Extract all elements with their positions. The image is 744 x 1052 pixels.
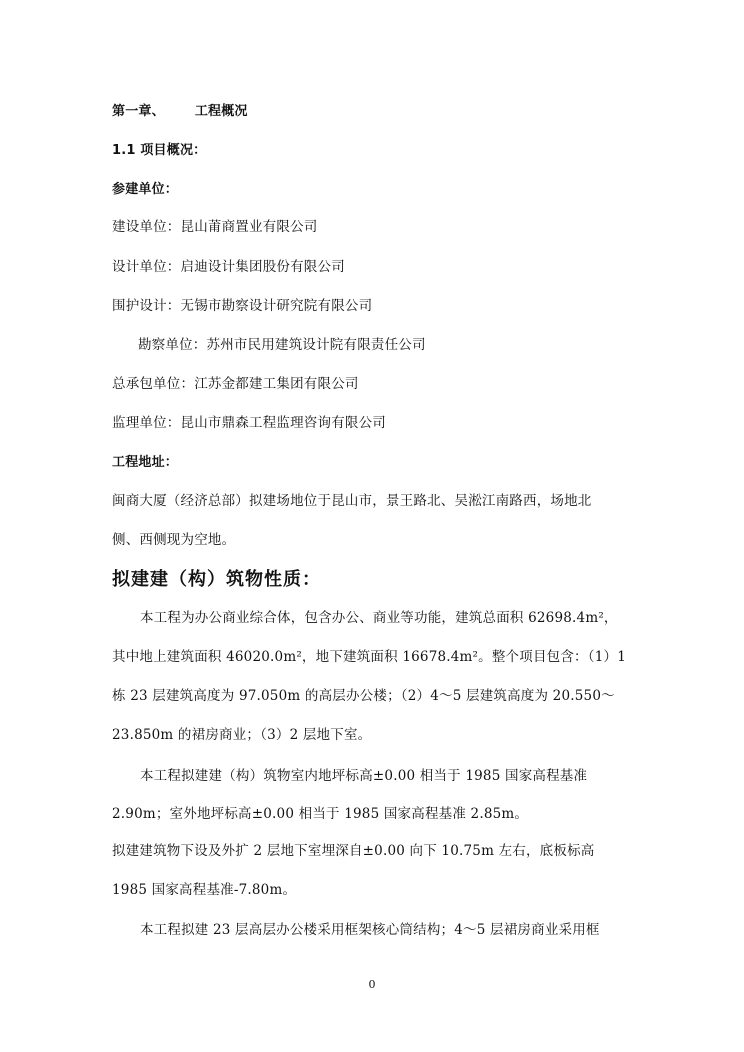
paragraph-line: 本工程拟建建（构）筑物室内地坪标高±0.00 相当于 1985 国家高程基准 <box>140 768 588 784</box>
nature-heading: 拟建建（构）筑物性质： <box>112 569 321 590</box>
participant-line: 围护设计：无锡市勘察设计研究院有限公司 <box>112 298 373 314</box>
participant-line: 建设单位：昆山莆商置业有限公司 <box>112 219 318 235</box>
section-heading: 1.1 项目概况： <box>112 143 207 158</box>
participant-line: 勘察单位：苏州市民用建筑设计院有限责任公司 <box>138 337 426 353</box>
page-number: 0 <box>368 978 376 991</box>
participants-heading: 参建单位： <box>112 182 179 197</box>
address-heading: 工程地址： <box>112 455 179 470</box>
paragraph-line: 拟建建筑物下设及外扩 2 层地下室埋深自±0.00 向下 10.75m 左右，底板标高 <box>112 843 595 859</box>
chapter-title: 工程概况 <box>194 104 248 119</box>
participant-line: 设计单位：启迪设计集团股份有限公司 <box>112 259 345 275</box>
paragraph-line: 1985 国家高程基准-7.80m。 <box>112 882 297 898</box>
participant-line: 总承包单位：江苏金都建工集团有限公司 <box>112 376 359 392</box>
paragraph-line: 2.90m；室外地坪标高±0.00 相当于 1985 国家高程基准 2.85m。 <box>112 806 529 822</box>
paragraph-line: 栋 23 层建筑高度为 97.050m 的高层办公楼；（2）4～5 层建筑高度为 20.550～ <box>112 688 615 704</box>
paragraph-line: 23.850m 的裙房商业；（3）2 层地下室。 <box>112 727 372 743</box>
paragraph-line: 本工程拟建 23 层高层办公楼采用框架核心筒结构；4～5 层裙房商业采用框 <box>140 922 600 938</box>
address-line: 闽商大厦（经济总部）拟建场地位于昆山市，景王路北、吴淞江南路西，场地北 <box>112 493 592 509</box>
chapter-number: 第一章、 <box>112 104 165 119</box>
chapter-heading <box>112 100 248 119</box>
participant-line: 监理单位：昆山市鼎森工程监理咨询有限公司 <box>112 415 386 431</box>
paragraph-line: 本工程为办公商业综合体，包含办公、商业等功能，建筑总面积 62698.4m²， <box>140 610 618 626</box>
address-line: 侧、西侧现为空地。 <box>112 532 236 548</box>
paragraph-line: 其中地上建筑面积 46020.0m²，地下建筑面积 16678.4m²。整个项目包含：（1）1 <box>112 649 626 665</box>
